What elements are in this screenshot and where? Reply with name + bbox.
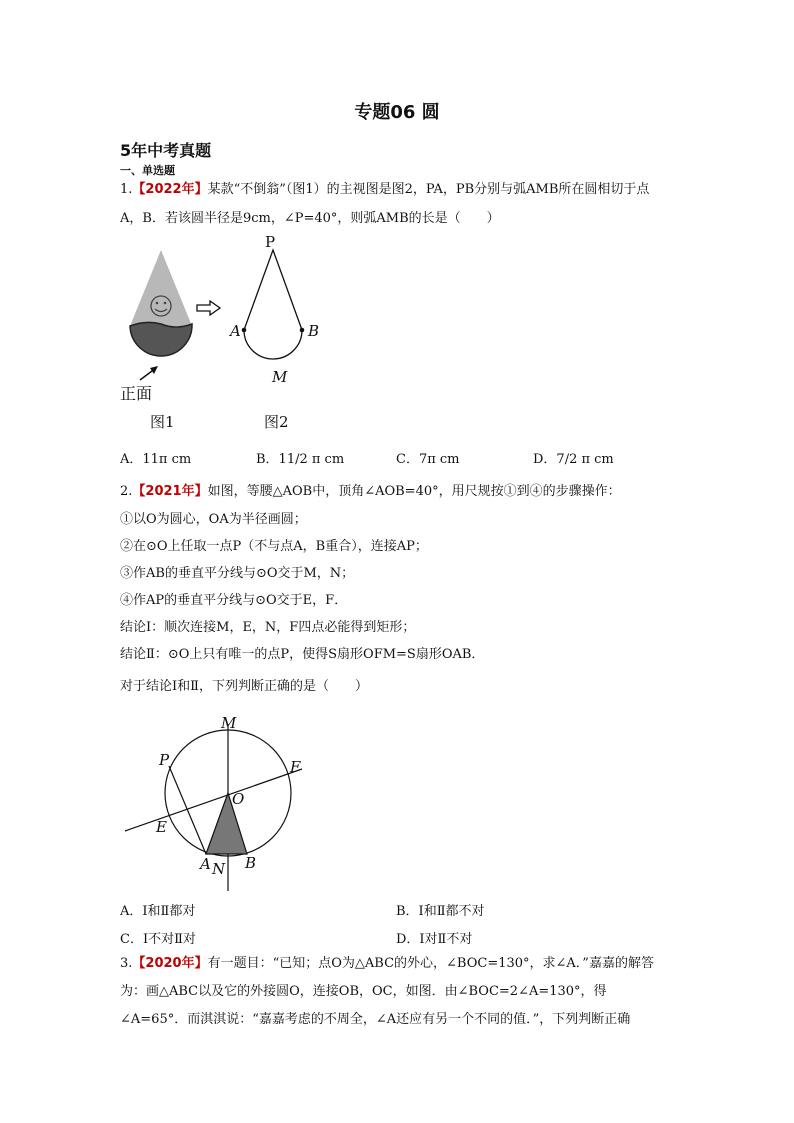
point-p-label: P <box>265 233 276 251</box>
point-m-label: M <box>221 714 237 732</box>
q2-line-1: 2.【2021年】如图，等腰△AOB中，顶角∠AOB=40°，用尺规按①到④的步骤操作： <box>120 484 621 499</box>
q1-line-2: A，B．若该圆半径是9cm，∠P=40°，则弧AMB的长是（ ） <box>120 211 500 226</box>
q2-step-3: ③作AB的垂直平分线与⊙O交于M，N； <box>120 566 355 581</box>
tangent-lines <box>244 250 302 330</box>
q3-line-1: 3.【2020年】有一题目：“已知；点O为△ABC的外心，∠BOC=130°，求∠A．”嘉嘉的解答 <box>120 956 654 971</box>
fig1-caption: 图1 <box>150 413 175 431</box>
q1-option-c[interactable]: C．7π cm <box>396 452 460 467</box>
q2-option-d[interactable]: D．Ⅰ对Ⅱ不对 <box>396 932 473 947</box>
point-f-label: F <box>290 758 301 776</box>
q3-line-2: 为：画△ABC以及它的外接圆O，连接OB，OC，如图．由∠BOC=2∠A=130°，得 <box>120 984 607 999</box>
q1-option-a[interactable]: A．11π cm <box>120 452 192 467</box>
point-p-label: P <box>159 751 170 769</box>
tumbler-figure <box>118 244 208 404</box>
q2-prompt: 对于结论Ⅰ和Ⅱ，下列判断正确的是（ ） <box>120 679 368 694</box>
q2-option-a[interactable]: A．Ⅰ和Ⅱ都对 <box>120 904 196 919</box>
q3-line-3: ∠A=65°．而淇淇说：“嘉嘉考虑的不周全，∠A还应有另一个不同的值．”，下列判断正确 <box>120 1012 631 1027</box>
point-o-label: O <box>232 790 245 808</box>
q1-line-1: 1.【2022年】某款“不倒翁”（图1）的主视图是图2，PA，PB分别与弧AMB所在圆相切于点 <box>120 182 650 197</box>
q2-step-1: ①以O为圆心，OA为半径画圆； <box>120 512 307 527</box>
figure-2-diagram <box>226 236 326 386</box>
point-n-label: N <box>212 860 226 878</box>
perpendicular-bisector-ef <box>125 769 302 831</box>
point-b-label: B <box>245 854 257 872</box>
q2-step-2: ②在⊙O上任取一点P（不与点A，B重合），连接AP； <box>120 539 428 554</box>
point-b-label: B <box>308 322 320 340</box>
q1-option-d[interactable]: D．7/2 π cm <box>533 452 614 467</box>
q2-option-c[interactable]: C．Ⅰ不对Ⅱ对 <box>120 932 196 947</box>
q2-conclusion-1: 结论Ⅰ：顺次连接M，E，N，F四点必能得到矩形； <box>120 620 416 635</box>
q1-option-b[interactable]: B．11/2 π cm <box>256 452 345 467</box>
arc-amb <box>244 330 302 359</box>
point-a-label: A <box>230 322 241 340</box>
point-e-label: E <box>156 818 167 836</box>
base-shape <box>130 322 192 356</box>
section-heading: 5年中考真题 <box>120 141 212 160</box>
point-a-label: A <box>200 855 211 873</box>
cone-shape <box>130 250 192 326</box>
point-m-label: M <box>272 368 288 386</box>
front-label: 正面 <box>120 384 153 403</box>
right-arrow-icon <box>196 300 222 316</box>
subsection-heading: 一、单选题 <box>120 164 175 177</box>
page-title: 专题06 圆 <box>354 102 440 123</box>
fig2-caption: 图2 <box>264 413 289 431</box>
arrow-head-icon <box>150 366 158 374</box>
q2-step-4: ④作AP的垂直平分线与⊙O交于E，F． <box>120 593 348 608</box>
q2-option-b[interactable]: B．Ⅰ和Ⅱ都不对 <box>396 904 485 919</box>
q2-conclusion-2: 结论Ⅱ：⊙O上只有唯一的点P，使得S扇形OFM=S扇形OAB． <box>120 647 485 662</box>
